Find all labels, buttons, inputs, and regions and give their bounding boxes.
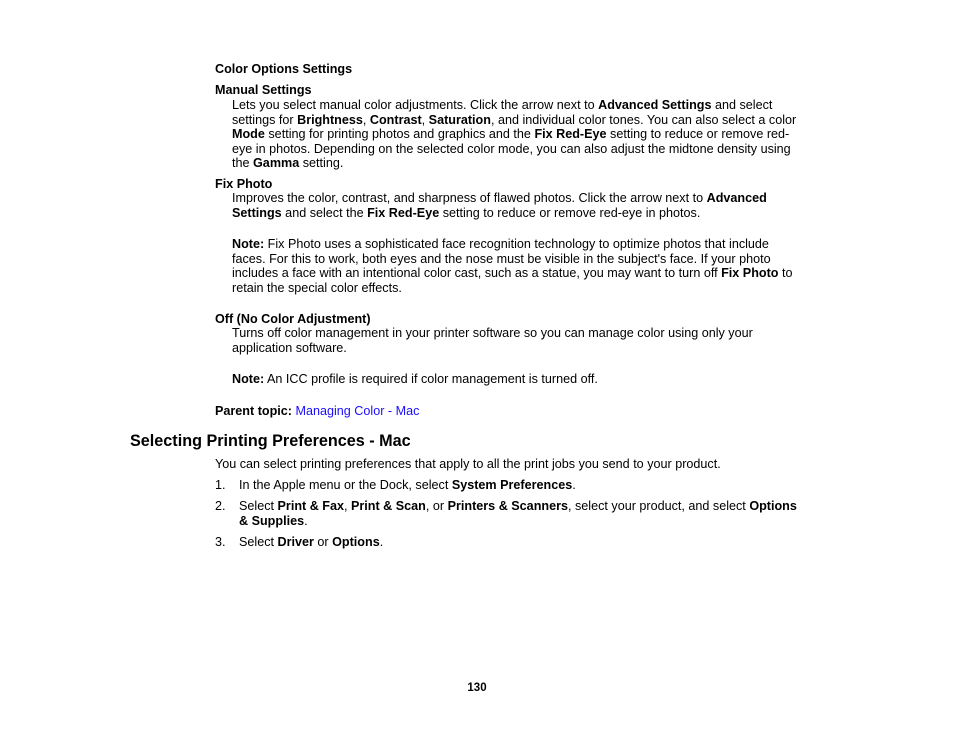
- text-line: [232, 127, 796, 142]
- section-title: Color Options Settings: [215, 62, 353, 76]
- text-run: , and individual color tones. You can also select a color: [490, 112, 797, 127]
- text-run: the: [232, 156, 254, 171]
- bold-text: Saturation: [428, 112, 491, 127]
- text-run: ,: [362, 112, 370, 127]
- text-line: [232, 281, 793, 296]
- text-run: , select your product, and select: [568, 499, 750, 513]
- text-line: [232, 372, 598, 387]
- desc-off-no-color-adjustment: [232, 326, 753, 355]
- text-line: [232, 341, 753, 356]
- parent-topic-label: Parent topic:: [215, 404, 292, 418]
- bold-text: Note:: [232, 372, 265, 386]
- text-line: [232, 98, 796, 113]
- text-run: setting to reduce or remove red-: [606, 127, 790, 142]
- step-text: [239, 478, 576, 493]
- text-run: includes a face with an intentional color cast, such as a statue, you may want to turn off: [232, 266, 722, 281]
- step-number: 2.: [215, 499, 226, 513]
- text-run: settings for: [232, 112, 298, 127]
- text-run: Fix Photo uses a sophisticated face recognition technology to optimize photos that include: [264, 237, 769, 251]
- bold-text: Gamma: [253, 156, 300, 171]
- text-run: faces. For this to work, both eyes and the nose must be visible in the subject's face. If your photo: [232, 251, 771, 266]
- bold-text: Driver: [277, 535, 314, 549]
- text-run: Lets you select manual color adjustments. Click the arrow next to: [232, 98, 599, 112]
- text-line: [232, 326, 753, 341]
- term-off-no-color-adjustment: Off (No Color Adjustment): [215, 312, 371, 326]
- bold-text: Note:: [232, 237, 265, 251]
- text-line: [232, 191, 767, 206]
- text-run: and select the: [281, 205, 368, 220]
- bold-text: Brightness: [297, 112, 363, 127]
- text-run: Select: [239, 499, 278, 513]
- note-fix-photo: [232, 237, 793, 295]
- bold-text: Mode: [232, 127, 265, 142]
- managing-color-mac-link[interactable]: Managing Color - Mac: [295, 404, 420, 418]
- intro-text: You can select printing preferences that apply to all the print jobs you send to your product.: [215, 457, 721, 471]
- bold-text: System Preferences: [451, 478, 573, 492]
- page-number: 130: [467, 682, 487, 694]
- text-run: ,: [344, 499, 351, 513]
- text-run: setting to reduce or remove red-eye in photos.: [439, 205, 701, 220]
- text-run: retain the special color effects.: [232, 280, 402, 295]
- step-number: 3.: [215, 535, 226, 549]
- note-icc-profile: [232, 372, 598, 387]
- bold-text: Fix Red-Eye: [367, 205, 440, 220]
- step-text: [239, 535, 383, 550]
- term-fix-photo: Fix Photo: [215, 177, 273, 191]
- text-run: An ICC profile is required if color management is turned off.: [264, 372, 598, 386]
- text-run: or: [313, 535, 333, 549]
- text-run: , or: [425, 499, 448, 513]
- text-line: [239, 535, 383, 550]
- text-line: [239, 514, 797, 529]
- bold-text: Advanced: [706, 191, 767, 205]
- bold-text: Print & Scan: [351, 499, 426, 513]
- bold-text: Printers & Scanners: [447, 499, 568, 513]
- term-manual-settings: Manual Settings: [215, 83, 312, 97]
- text-run: setting.: [299, 156, 344, 171]
- bold-text: Settings: [232, 205, 282, 220]
- text-run: to: [778, 266, 793, 281]
- bold-text: & Supplies: [239, 513, 305, 528]
- text-run: .: [572, 478, 576, 492]
- text-line: [232, 156, 796, 171]
- text-run: eye in photos. Depending on the selected color mode, you can also adjust the midtone density using: [232, 141, 791, 156]
- text-run: Improves the color, contrast, and sharpness of flawed photos. Click the arrow next to: [232, 191, 707, 205]
- text-line: [232, 252, 793, 267]
- text-run: Select: [239, 535, 278, 549]
- bold-text: Advanced Settings: [598, 98, 712, 112]
- desc-manual-settings: [232, 98, 796, 171]
- text-line: [232, 266, 793, 281]
- bold-text: Fix Photo: [721, 266, 779, 281]
- page-heading: Selecting Printing Preferences - Mac: [130, 432, 411, 450]
- text-line: [239, 499, 797, 514]
- text-line: [232, 113, 796, 128]
- text-run: In the Apple menu or the Dock, select: [239, 478, 452, 492]
- text-line: [232, 206, 767, 221]
- text-run: setting for printing photos and graphics and the: [264, 127, 535, 142]
- bold-text: Contrast: [369, 112, 422, 127]
- parent-topic: [215, 404, 419, 419]
- text-run: .: [304, 513, 308, 528]
- desc-fix-photo: [232, 191, 767, 220]
- bold-text: Options: [332, 535, 380, 549]
- text-run: application software.: [232, 340, 347, 355]
- text-line: [232, 237, 793, 252]
- bold-text: Print & Fax: [277, 499, 344, 513]
- text-run: ,: [421, 112, 429, 127]
- text-line: [239, 478, 576, 493]
- step-number: 1.: [215, 478, 226, 492]
- text-run: and select: [711, 98, 773, 112]
- text-line: [232, 142, 796, 157]
- bold-text: Fix Red-Eye: [534, 127, 607, 142]
- text-run: .: [379, 535, 384, 549]
- step-text: [239, 499, 797, 528]
- text-run: Turns off color management in your printer software so you can manage color using only your: [232, 326, 753, 340]
- bold-text: Options: [749, 499, 797, 513]
